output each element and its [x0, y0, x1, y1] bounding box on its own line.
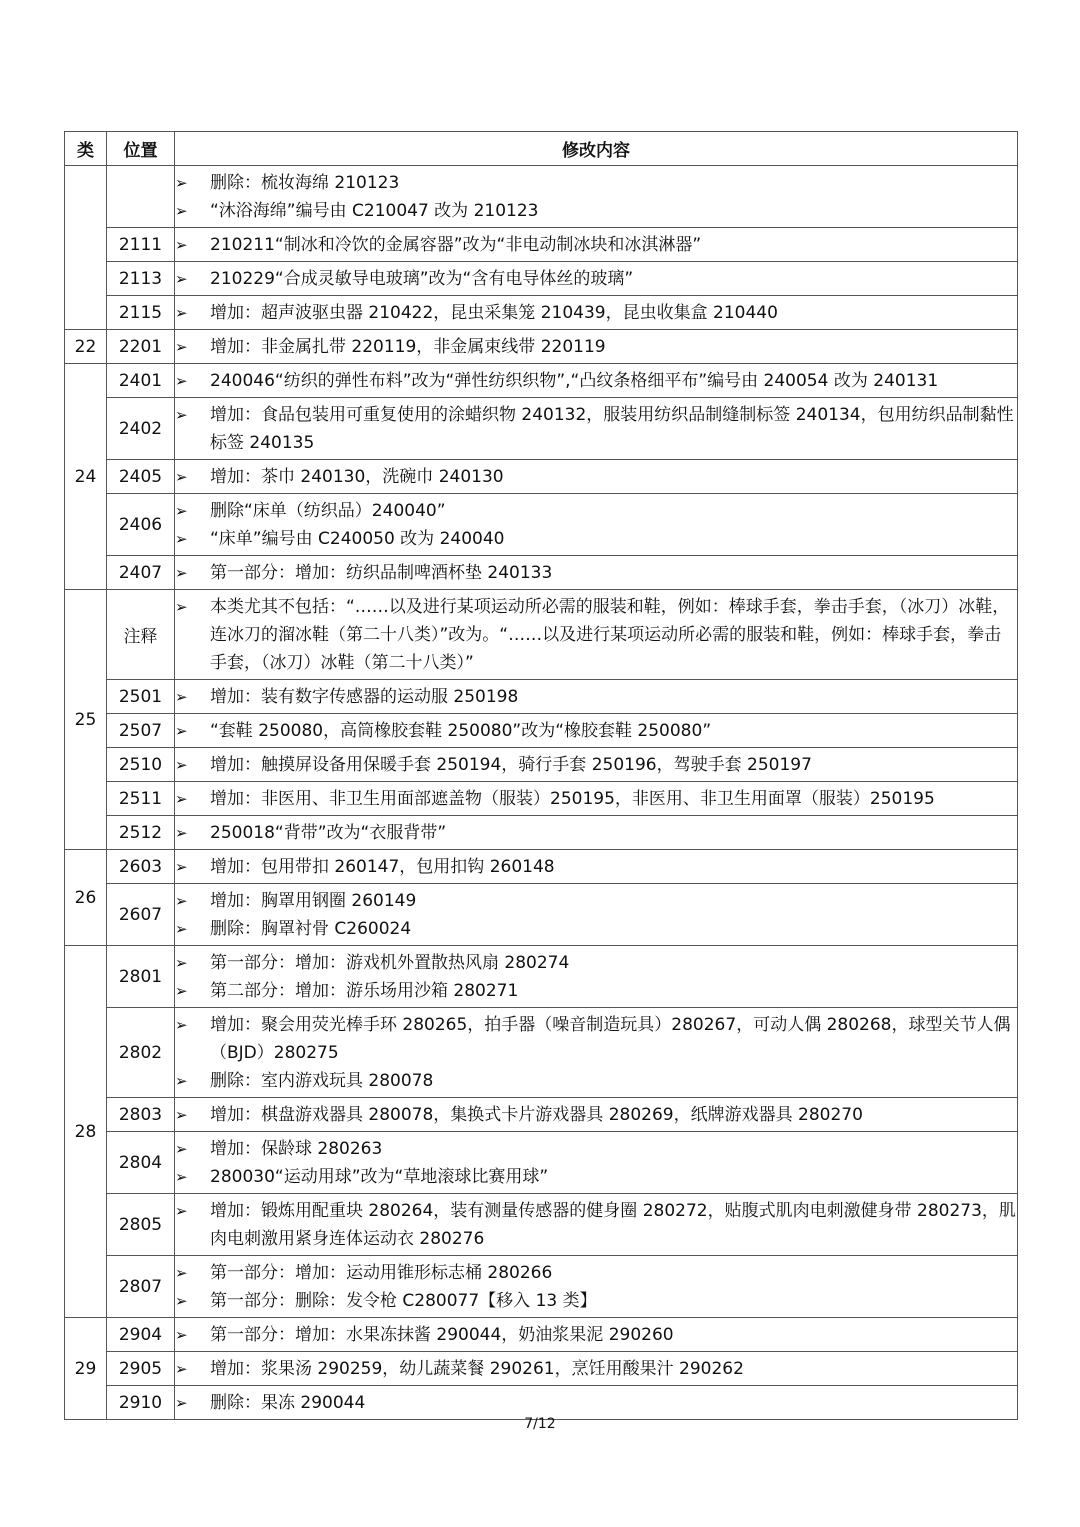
item-text: 增加：胸罩用钢圈 260149 — [210, 890, 417, 911]
list-item — [175, 1067, 1017, 1095]
content-cell — [175, 782, 1018, 816]
list-item — [175, 333, 1017, 361]
content-cell — [175, 946, 1018, 1008]
position-cell: 2805 — [107, 1194, 175, 1256]
arrow-bullet-icon: ➢ — [175, 1291, 188, 1310]
arrow-bullet-icon: ➢ — [175, 529, 188, 548]
table-row — [65, 398, 1018, 460]
arrow-bullet-icon: ➢ — [175, 173, 188, 192]
arrow-bullet-icon: ➢ — [175, 1015, 188, 1034]
position-cell: 2807 — [107, 1256, 175, 1318]
list-item — [175, 197, 1017, 225]
content-cell — [175, 460, 1018, 494]
list-item — [175, 1355, 1017, 1383]
content-cell — [175, 398, 1018, 460]
position-cell: 2201 — [107, 330, 175, 364]
position-cell: 2801 — [107, 946, 175, 1008]
item-text: 增加：浆果汤 290259，幼儿蔬菜餐 290261，烹饪用酸果汁 290262 — [210, 1358, 744, 1379]
item-text: 增加：聚会用荧光棒手环 280265，拍手器（噪音制造玩具）280267，可动人偶 280268，球型关节人偶（BJD）280275 — [210, 1014, 1011, 1063]
position-cell: 2910 — [107, 1386, 175, 1420]
position-cell: 2113 — [107, 262, 175, 296]
position-cell: 2407 — [107, 556, 175, 590]
table-row — [65, 1194, 1018, 1256]
position-cell: 2115 — [107, 296, 175, 330]
position-cell: 2111 — [107, 228, 175, 262]
list-item — [175, 401, 1017, 457]
list-item — [175, 1389, 1017, 1417]
list-item — [175, 265, 1017, 293]
item-text: 增加：保龄球 280263 — [210, 1138, 383, 1159]
table-row — [65, 296, 1018, 330]
arrow-bullet-icon: ➢ — [175, 1105, 188, 1124]
list-item — [175, 1259, 1017, 1287]
arrow-bullet-icon: ➢ — [175, 1201, 188, 1220]
content-cell — [175, 1352, 1018, 1386]
table-row — [65, 850, 1018, 884]
item-text: 第一部分：删除：发令枪 C280077【移入 13 类】 — [210, 1290, 597, 1311]
table-row — [65, 556, 1018, 590]
class-cell: 24 — [65, 364, 107, 590]
position-cell: 2512 — [107, 816, 175, 850]
arrow-bullet-icon: ➢ — [175, 1393, 188, 1412]
table-row — [65, 748, 1018, 782]
item-text: 250018“背带”改为“衣服背带” — [210, 822, 447, 843]
position-cell: 2905 — [107, 1352, 175, 1386]
content-cell — [175, 228, 1018, 262]
class-cell: 25 — [65, 590, 107, 850]
table-row — [65, 1098, 1018, 1132]
list-item — [175, 1101, 1017, 1129]
class-cell: 28 — [65, 946, 107, 1318]
class-cell: 22 — [65, 330, 107, 364]
arrow-bullet-icon: ➢ — [175, 891, 188, 910]
arrow-bullet-icon: ➢ — [175, 1071, 188, 1090]
content-cell — [175, 680, 1018, 714]
arrow-bullet-icon: ➢ — [175, 405, 188, 424]
item-text: 第一部分：增加：游戏机外置散热风扇 280274 — [210, 952, 570, 973]
position-cell: 注释 — [107, 590, 175, 680]
arrow-bullet-icon: ➢ — [175, 857, 188, 876]
item-text: 240046“纺织的弹性布料”改为“弹性纺织织物”,“凸纹条格细平布”编号由 240054 改为 240131 — [210, 370, 939, 391]
content-cell — [175, 1256, 1018, 1318]
amendment-table — [64, 131, 1018, 1420]
list-item — [175, 497, 1017, 525]
arrow-bullet-icon: ➢ — [175, 755, 188, 774]
arrow-bullet-icon: ➢ — [175, 563, 188, 582]
list-item — [175, 819, 1017, 847]
table-row — [65, 816, 1018, 850]
arrow-bullet-icon: ➢ — [175, 721, 188, 740]
item-text: 第一部分：增加：运动用锥形标志桶 280266 — [210, 1262, 553, 1283]
header-class: 类 — [65, 132, 107, 166]
position-cell — [107, 166, 175, 228]
item-text: 第二部分：增加：游乐场用沙箱 280271 — [210, 980, 519, 1001]
position-cell: 2904 — [107, 1318, 175, 1352]
position-cell: 2511 — [107, 782, 175, 816]
item-text: 删除“床单（纺织品）240040” — [210, 500, 446, 521]
item-text: 增加：包用带扣 260147，包用扣钩 260148 — [210, 856, 555, 877]
item-text: 增加：超声波驱虫器 210422，昆虫采集笼 210439，昆虫收集盒 210440 — [210, 302, 778, 323]
arrow-bullet-icon: ➢ — [175, 919, 188, 938]
item-text: 增加：触摸屏设备用保暖手套 250194，骑行手套 250196，驾驶手套 250197 — [210, 754, 812, 775]
item-text: 第一部分：增加：纺织品制啤酒杯垫 240133 — [210, 562, 553, 583]
item-text: 增加：茶巾 240130，洗碗巾 240130 — [210, 466, 504, 487]
table-row — [65, 1352, 1018, 1386]
list-item — [175, 1135, 1017, 1163]
item-text: 删除：果冻 290044 — [210, 1392, 366, 1413]
content-cell — [175, 850, 1018, 884]
table-row — [65, 680, 1018, 714]
arrow-bullet-icon: ➢ — [175, 467, 188, 486]
list-item — [175, 463, 1017, 491]
table-row — [65, 262, 1018, 296]
position-cell: 2804 — [107, 1132, 175, 1194]
list-item — [175, 1163, 1017, 1191]
arrow-bullet-icon: ➢ — [175, 337, 188, 356]
header-content: 修改内容 — [175, 132, 1018, 166]
table-row — [65, 782, 1018, 816]
class-cell — [65, 166, 107, 330]
position-cell: 2607 — [107, 884, 175, 946]
class-cell: 29 — [65, 1318, 107, 1420]
arrow-bullet-icon: ➢ — [175, 687, 188, 706]
item-text: 280030“运动用球”改为“草地滚球比赛用球” — [210, 1166, 549, 1187]
arrow-bullet-icon: ➢ — [175, 1263, 188, 1282]
item-text: 增加：棋盘游戏器具 280078，集换式卡片游戏器具 280269，纸牌游戏器具 280270 — [210, 1104, 863, 1125]
arrow-bullet-icon: ➢ — [175, 981, 188, 1000]
list-item — [175, 1011, 1017, 1067]
list-item — [175, 593, 1017, 677]
page-number: 7/12 — [524, 1416, 556, 1432]
item-text: “床单”编号由 C240050 改为 240040 — [210, 528, 505, 549]
position-cell: 2402 — [107, 398, 175, 460]
content-cell — [175, 1318, 1018, 1352]
list-item — [175, 683, 1017, 711]
arrow-bullet-icon: ➢ — [175, 371, 188, 390]
arrow-bullet-icon: ➢ — [175, 1359, 188, 1378]
arrow-bullet-icon: ➢ — [175, 823, 188, 842]
content-cell — [175, 748, 1018, 782]
arrow-bullet-icon: ➢ — [175, 303, 188, 322]
content-cell — [175, 816, 1018, 850]
list-item — [175, 887, 1017, 915]
content-cell — [175, 494, 1018, 556]
table-body — [65, 166, 1018, 1420]
table-row — [65, 946, 1018, 1008]
table-row — [65, 590, 1018, 680]
content-cell — [175, 590, 1018, 680]
item-text: 210211“制冰和冷饮的金属容器”改为“非电动制冰块和冰淇淋器” — [210, 234, 702, 255]
table-row — [65, 166, 1018, 228]
table-row — [65, 460, 1018, 494]
position-cell: 2803 — [107, 1098, 175, 1132]
position-cell: 2405 — [107, 460, 175, 494]
list-item — [175, 949, 1017, 977]
table-row — [65, 494, 1018, 556]
arrow-bullet-icon: ➢ — [175, 235, 188, 254]
content-cell — [175, 296, 1018, 330]
list-item — [175, 977, 1017, 1005]
list-item — [175, 231, 1017, 259]
item-text: 210229“合成灵敏导电玻璃”改为“含有电导体丝的玻璃” — [210, 268, 634, 289]
content-cell — [175, 556, 1018, 590]
content-cell — [175, 364, 1018, 398]
item-text: 删除：胸罩衬骨 C260024 — [210, 918, 412, 939]
table-header-row — [65, 132, 1018, 166]
list-item — [175, 1321, 1017, 1349]
arrow-bullet-icon: ➢ — [175, 789, 188, 808]
position-cell: 2510 — [107, 748, 175, 782]
table-row — [65, 1386, 1018, 1420]
position-cell: 2401 — [107, 364, 175, 398]
table-row — [65, 1256, 1018, 1318]
table-row — [65, 1008, 1018, 1098]
position-cell: 2802 — [107, 1008, 175, 1098]
content-cell — [175, 262, 1018, 296]
table-row — [65, 228, 1018, 262]
list-item — [175, 717, 1017, 745]
position-cell: 2406 — [107, 494, 175, 556]
arrow-bullet-icon: ➢ — [175, 269, 188, 288]
content-cell — [175, 714, 1018, 748]
arrow-bullet-icon: ➢ — [175, 597, 188, 616]
list-item — [175, 1287, 1017, 1315]
item-text: 本类尤其不包括：“……以及进行某项运动所必需的服装和鞋，例如：棒球手套，拳击手套，（冰刀）冰鞋，连冰刀的溜冰鞋（第二十八类）”改为。“……以及进行某项运动所必需的服装和鞋，例如：棒球手套，拳击手套，（冰刀）冰鞋（第二十八类）” — [210, 596, 1010, 673]
content-cell — [175, 1132, 1018, 1194]
item-text: 第一部分：增加：水果冻抹酱 290044，奶油浆果泥 290260 — [210, 1324, 674, 1345]
position-cell: 2507 — [107, 714, 175, 748]
table-row — [65, 330, 1018, 364]
list-item — [175, 525, 1017, 553]
table-row — [65, 884, 1018, 946]
item-text: 增加：非医用、非卫生用面部遮盖物（服装）250195，非医用、非卫生用面罩（服装）250195 — [210, 788, 935, 809]
list-item — [175, 785, 1017, 813]
list-item — [175, 559, 1017, 587]
item-text: “沐浴海绵”编号由 C210047 改为 210123 — [210, 200, 539, 221]
content-cell — [175, 166, 1018, 228]
class-cell: 26 — [65, 850, 107, 946]
content-cell — [175, 1386, 1018, 1420]
list-item — [175, 1197, 1017, 1253]
arrow-bullet-icon: ➢ — [175, 1139, 188, 1158]
arrow-bullet-icon: ➢ — [175, 1167, 188, 1186]
table-row — [65, 364, 1018, 398]
position-cell: 2501 — [107, 680, 175, 714]
content-cell — [175, 884, 1018, 946]
item-text: 增加：食品包装用可重复使用的涂蜡织物 240132，服装用纺织品制缝制标签 240134，包用纺织品制黏性标签 240135 — [210, 404, 1014, 453]
arrow-bullet-icon: ➢ — [175, 1325, 188, 1344]
table-row — [65, 1318, 1018, 1352]
item-text: 删除：室内游戏玩具 280078 — [210, 1070, 434, 1091]
arrow-bullet-icon: ➢ — [175, 201, 188, 220]
item-text: “套鞋 250080，高筒橡胶套鞋 250080”改为“橡胶套鞋 250080” — [210, 720, 712, 741]
item-text: 增加：装有数字传感器的运动服 250198 — [210, 686, 519, 707]
table-row — [65, 714, 1018, 748]
item-text: 增加：锻炼用配重块 280264，装有测量传感器的健身圈 280272，贴腹式肌肉电刺激健身带 280273，肌肉电刺激用紧身连体运动衣 280276 — [210, 1200, 1016, 1249]
list-item — [175, 169, 1017, 197]
list-item — [175, 367, 1017, 395]
list-item — [175, 915, 1017, 943]
content-cell — [175, 1194, 1018, 1256]
table-row — [65, 1132, 1018, 1194]
list-item — [175, 299, 1017, 327]
list-item — [175, 853, 1017, 881]
content-cell — [175, 1098, 1018, 1132]
list-item — [175, 751, 1017, 779]
arrow-bullet-icon: ➢ — [175, 501, 188, 520]
content-cell — [175, 330, 1018, 364]
item-text: 删除：梳妆海绵 210123 — [210, 172, 400, 193]
header-position: 位置 — [107, 132, 175, 166]
arrow-bullet-icon: ➢ — [175, 953, 188, 972]
item-text: 增加：非金属扎带 220119，非金属束线带 220119 — [210, 336, 606, 357]
position-cell: 2603 — [107, 850, 175, 884]
content-cell — [175, 1008, 1018, 1098]
